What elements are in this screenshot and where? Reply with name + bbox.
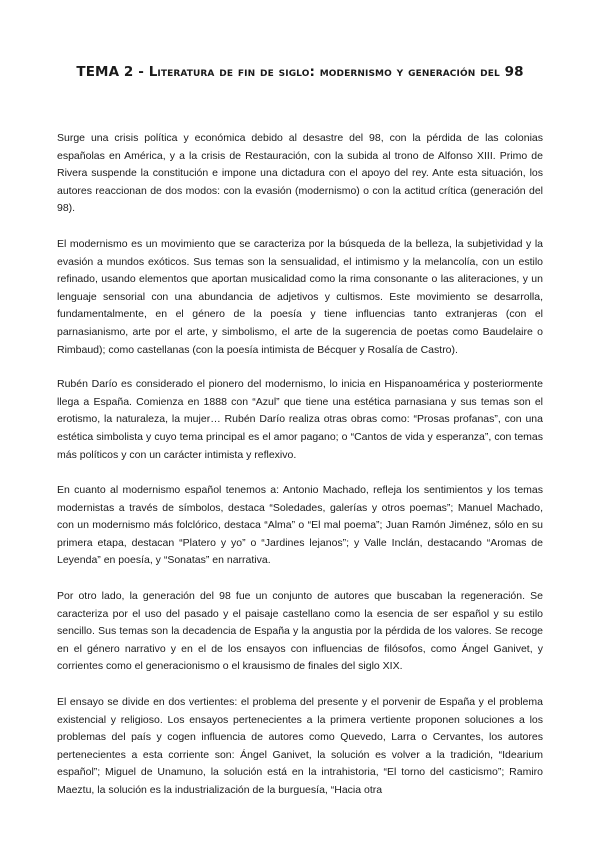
paragraph-modernismo: El modernismo es un movimiento que se caracteriza por la búsqueda de la belleza, la subjetividad y la evasión a mundos exóticos. Sus temas son la sensualidad, el intimismo y la melancolía, con un estilo refinado, usando elementos que aportan musicalidad como la rima consonante o las aliteraciones, y un lenguaje sensorial con una abundancia de adjetivos y cultismos. Este movimiento se desarrolla, fundamentalmente, en el género de la poesía y tiene influencias tanto extranjeras (con el parnasianismo, arte por el arte, y simbolismo, el arte de la sugerencia de poetas como Baudelaire o Rimbaud); como castellanas (con la poesía intimista de Bécquer y Rosalía de Castro).: [57, 237, 543, 356]
paragraph-generacion-98: Por otro lado, la generación del 98 fue un conjunto de autores que buscaban la regeneración. Se caracteriza por el uso del pasado y el paisaje castellano como la esencia de ser español y su estilo sencillo. Sus temas son la decadencia de España y la angustia por la pérdida de los valores. Se recoge en el género narrativo y en el de los ensayos con influencias de filósofos, como Ángel Ganivet, y corrientes como el generacionismo o el krausismo de finales del siglo XIX.: [57, 590, 543, 673]
paragraph-ruben-dario: Rubén Darío es considerado el pionero del modernismo, lo inicia en Hispanoamérica y posteriormente llega a España. Comienza en 1888 con “Azul” que tiene una estética parnasiana y sus temas son el erotismo, la naturaleza, la mujer… Rubén Darío realiza otras obras como: “Prosas profanas”, con una estética simbolista y cuyo tema principal es el amor pagano; o “Cantos de vida y esperanza”, con temas más políticos y con un carácter intimista y reflexivo.: [57, 378, 543, 461]
document-body: [57, 130, 543, 818]
paragraph-crisis: Surge una crisis política y económica debido al desastre del 98, con la pérdida de las colonias españolas en América, y a la crisis de Restauración, con la subida al trono de Alfonso XIII. Primo de Rivera suspende la constitución e impone una dictadura con el apoyo del rey. Ante esta situación, los autores reaccionan de dos modos: con la evasión (modernismo) o con la actitud crítica (generación del 98).: [57, 132, 543, 215]
paragraph-modernismo-espanol: En cuanto al modernismo español tenemos a: Antonio Machado, refleja los sentimientos y los temas modernistas a través de símbolos, destaca “Soledades, galerías y otros poemas”; Manuel Machado, con un modernismo más folclórico, destaca “Alma” o “El mal poema”; Juan Ramón Jiménez, sólo en su primera etapa, destacan “Platero y yo” o “Jardines lejanos”; y Valle Inclán, destacando “Aromas de Leyenda” en poesía, y “Sonatas” en narrativa.: [57, 484, 543, 567]
document-title: TEMA 2 - Literatura de fin de siglo: modernismo y generación del 98: [76, 64, 524, 80]
paragraph-ensayo: El ensayo se divide en dos vertientes: el problema del presente y el porvenir de España y el problema existencial y religioso. Los ensayos pertenecientes a la primera vertiente proponen soluciones a los problemas del país y cogen influencia de autores como Quevedo, Larra o Cervantes, los autores pertenecientes a esta corriente son: Ángel Ganivet, la solución es volver a la tradición, “Idearium español”; Miguel de Unamuno, la solución está en la intrahistoria, “El torno del casticismo”; Ramiro Maeztu, la solución es la industrialización de la burguesía, “Hacia otra: [57, 696, 543, 796]
